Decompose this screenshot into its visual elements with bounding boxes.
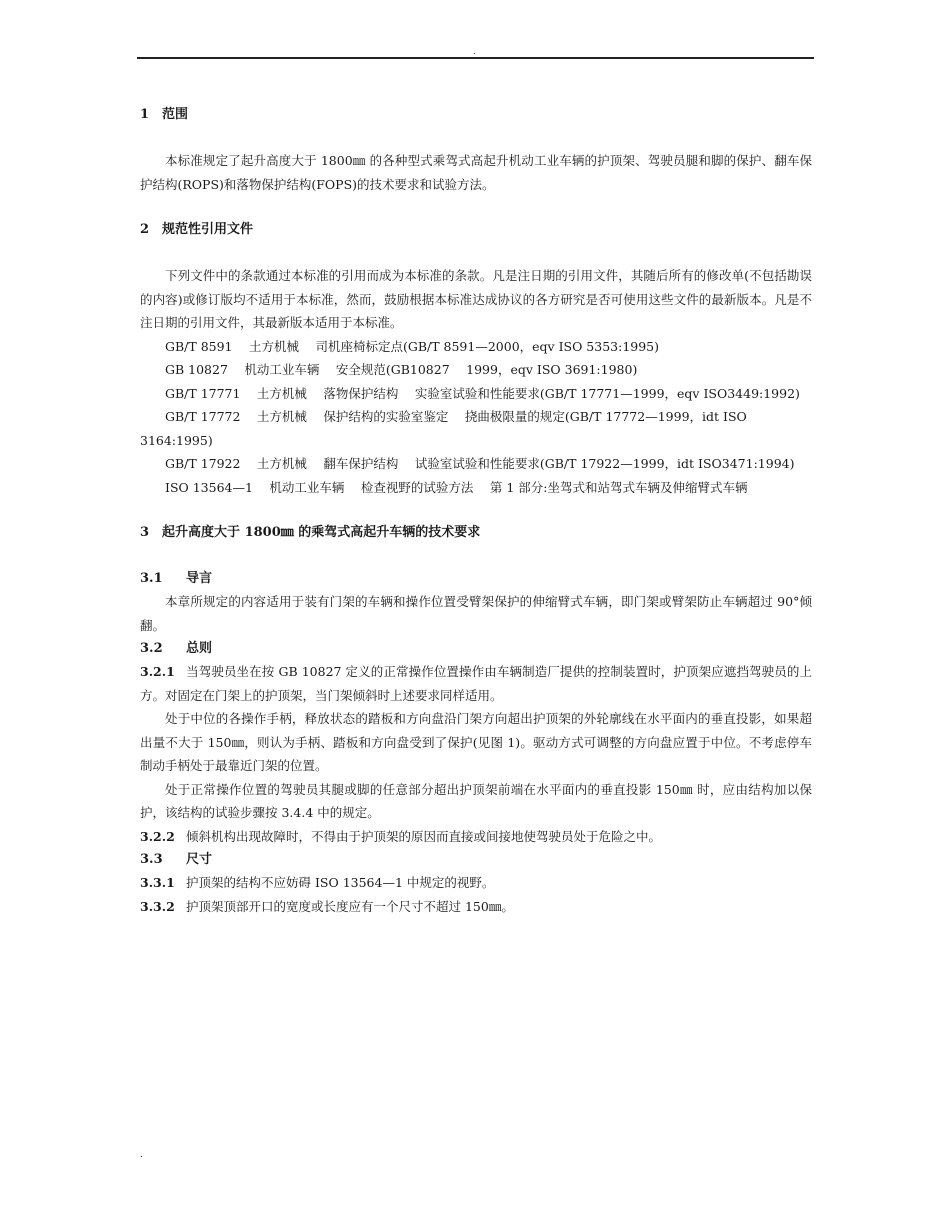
section-3-2-1-text: 当驾驶员坐在按 GB 10827 定义的正常操作位置操作由车辆制造厂提供的控制装置时，护顶架应遮挡驾驶员的上方。对固定在门架上的护顶架，当门架倾斜时上述要求同样适用。 xyxy=(140,664,812,703)
section-3-3-2-paragraph xyxy=(140,895,812,919)
section-1-title: 1 范围 xyxy=(140,107,189,122)
section-3-2-heading xyxy=(140,637,812,660)
section-3-3-1-text: 护顶架的结构不应妨碍 ISO 13564—1 中规定的视野。 xyxy=(186,875,495,890)
section-3-title: 3 起升高度大于 1800㎜ 的乘驾式高起升车辆的技术要求 xyxy=(140,525,481,540)
section-3-2-1-paragraph xyxy=(140,660,812,707)
section-2-paragraph: 下列文件中的条款通过本标准的引用而成为本标准的条款。凡是注日期的引用文件，其随后所有的修改单(不包括勘误的内容)或修订版均不适用于本标准，然而，鼓励根据本标准达成协议的各方研究是否可使用这些文件的最新版本。凡是不注日期的引用文件，其最新版本适用于本标准。 xyxy=(140,268,812,330)
section-number: 3.2.2 xyxy=(140,828,175,844)
header-rule xyxy=(137,57,814,59)
reference-item: GB/T 17772 土方机械 保护结构的实验室鉴定 挠曲极限量的规定(GB/T 17772—1999，idt ISO 3164:1995) xyxy=(140,409,747,448)
section-number: 3.2 xyxy=(140,641,163,656)
section-number: 3.3.2 xyxy=(140,898,175,914)
section-3-3-heading xyxy=(140,848,812,871)
section-3-2-1-paragraph-3: 处于正常操作位置的驾驶员其腿或脚的任意部分超出护顶架前端在水平面内的垂直投影 150㎜ 时，应由结构加以保护，该结构的试验步骤按 3.4.4 中的规定。 xyxy=(140,781,812,820)
section-number: 3.1 xyxy=(140,571,163,586)
section-3-2-2-paragraph xyxy=(140,825,812,849)
section-3-1-heading xyxy=(140,567,812,590)
reference-item: ISO 13564—1 机动工业车辆 检查视野的试验方法 第 1 部分:坐驾式和站驾式车辆及伸缩臂式车辆 xyxy=(165,479,748,495)
section-2-title: 2 规范性引用文件 xyxy=(140,222,254,237)
section-3-3-title: 尺寸 xyxy=(186,852,213,867)
reference-item: GB/T 17922 土方机械 翻车保护结构 试验室试验和性能要求(GB/T 17922—1999，idt ISO3471:1994) xyxy=(165,456,795,471)
reference-item: GB 10827 机动工业车辆 安全规范(GB10827 1999，eqv ISO 3691:1980) xyxy=(165,362,638,377)
reference-item: GB/T 17771 土方机械 落物保护结构 实验室试验和性能要求(GB/T 17771—1999，eqv ISO3449:1992) xyxy=(165,385,800,401)
section-3-3-1-paragraph xyxy=(140,871,812,895)
section-3-2-1-paragraph-2: 处于中位的各操作手柄，释放状态的踏板和方向盘沿门架方向超出护顶架的外轮廓线在水平面内的垂直投影，如果超出量不大于 150㎜，则认为手柄、踏板和方向盘受到了保护(见图 1)。驱动方式可调整的方向盘应置于中位。不考虑停车制动手柄处于最靠近门架的位置。 xyxy=(140,711,812,773)
section-number: 3.3.1 xyxy=(140,875,175,890)
section-number: 3.2.1 xyxy=(140,664,175,679)
header-dot: . xyxy=(473,47,476,56)
section-3-2-2-text: 倾斜机构出现故障时，不得由于护顶架的原因而直接或间接地使驾驶员处于危险之中。 xyxy=(186,828,662,844)
section-3-2-title: 总则 xyxy=(186,641,213,656)
reference-item: GB/T 8591 土方机械 司机座椅标定点(GB/T 8591—2000，eqv ISO 5353:1995) xyxy=(165,338,660,354)
section-3-3-2-text: 护顶架顶部开口的宽度或长度应有一个尺寸不超过 150㎜。 xyxy=(186,898,514,914)
section-1-paragraph: 本标准规定了起升高度大于 1800㎜ 的各种型式乘驾式高起升机动工业车辆的护顶架、驾驶员腿和脚的保护、翻车保护结构(ROPS)和落物保护结构(FOPS)的技术要求和试验方法。 xyxy=(140,153,812,192)
document-body xyxy=(140,103,812,918)
section-3-1-paragraph: 本章所规定的内容适用于装有门架的车辆和操作位置受臂架保护的伸缩臂式车辆，即门架或臂架防止车辆超过 90°倾翻。 xyxy=(140,594,812,633)
section-number: 3.3 xyxy=(140,852,163,867)
section-3-1-title: 导言 xyxy=(186,571,213,586)
footer-dot: . xyxy=(140,1150,143,1160)
